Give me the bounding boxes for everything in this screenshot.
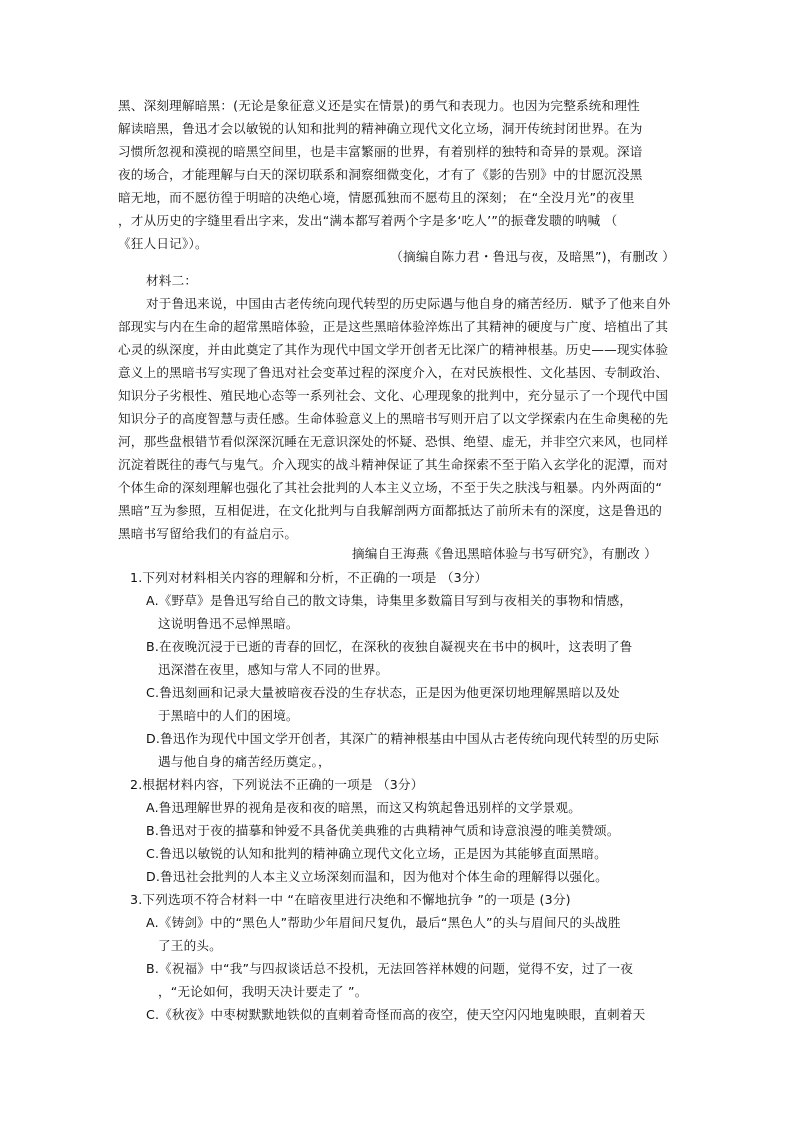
body-line: 部现实与内在生命的超常黑暗体验，正是这些黑暗体验淬炼出了其精神的硬度与广度、培植出了其 [118,319,669,334]
option-c-cont: 于黑暗中的人们的困境。 [158,708,299,723]
body-line: 知识分子劣根性、殖民地心态等一系列社会、文化、心理现象的批判中，充分显示了一个现代中国 [118,388,669,403]
option-c: C.鲁迅刻画和记录大量被暗夜吞没的生存状态，正是因为他更深切地理解黑暗以及处 [146,685,620,700]
option-a: A.鲁迅理解世界的视角是夜和夜的暗黑，而这又构筑起鲁迅别样的文学景观。 [146,800,581,815]
question-1: 1.下列对材料相关内容的理解和分析，不正确的一项是 （3分） [130,570,488,585]
question-3: 3.下列选项不符合材料一中 “在暗夜里进行决绝和不懈地抗争 ”的一项是 (3分) [130,892,571,907]
body-line: ，才从历史的字缝里看出字来，发出“满本都写着两个字是多‘吃人’”的振聋发聩的呐喊 （ [118,213,618,228]
body-line: 心灵的纵深度，并由此奠定了其作为现代中国文学开创者无比深广的精神根基。历史——现实体验 [118,342,669,357]
option-b: B.鲁迅对于夜的描摹和钟爱不具备优美典雅的古典精神气质和诗意浪漫的唯美赞颂。 [146,823,620,838]
option-b: B.《祝福》中“我”与四叔谈话总不投机，无法回答祥林嫂的问题，觉得不安，过了一夜 [146,961,634,976]
section-heading: 材料二： [146,273,198,288]
option-c: C.鲁迅以敏锐的认知和批判的精神确立现代文化立场，正是因为其能够直面黑暗。 [146,846,607,861]
body-line: 暗无地，而不愿彷徨于明暗的决绝心境，情愿孤独而不愿苟且的深刻； 在“全没月光”的夜里 [118,190,635,205]
body-line: 解读暗黑，鲁迅才会以敏锐的认知和批判的精神确立现代文化立场，洞开传统封闭世界。在为 [118,121,643,136]
option-b-cont: 迅深潜在夜里，感知与常人不同的世界。 [158,662,389,677]
body-line: 河，那些盘根错节看似深深沉睡在无意识深处的怀疑、恐惧、绝望、虚无，并非空穴来风，也同样 [118,434,669,449]
body-line: 意义上的黑暗书写实现了鲁迅对社会变革过程的深度介入，在对民族根性、文化基因、专制政治、 [118,365,669,380]
body-line: 知识分子的高度智慧与责任感。生命体验意义上的黑暗书写则开启了以文学探索内在生命奥秘的先 [118,411,669,426]
body-line: 黑暗”互为参照，互相促进，在文化批判与自我解剖两方面都抵达了前所未有的深度，这是鲁迅的 [118,503,663,518]
question-2: 2.根据材料内容，下列说法不正确的一项是 （3分） [130,777,424,792]
option-d: D.鲁迅作为现代中国文学开创者，其深广的精神根基由中国从古老传统向现代转型的历史际 [146,731,660,746]
body-line: 习惯所忽视和漠视的暗黑空间里，也是丰富繁丽的世界，有着别样的独特和奇异的景观。深谙 [118,144,643,159]
option-b: B.在夜晚沉浸于已逝的青春的回忆，在深秋的夜独自凝视夹在书中的枫叶，这表明了鲁 [146,639,633,654]
option-a-cont: 这说明鲁迅不忌惮黑暗。 [158,616,299,631]
body-line: 沉淀着既往的毒气与鬼气。介入现实的战斗精神保证了其生命探索不至于陷入玄学化的泥潭，而对 [118,457,669,472]
option-d: D.鲁迅社会批判的人本主义立场深刻而温和，因为他对个体生命的理解得以强化。 [146,869,608,884]
body-line: 《狂人日记》）。 [118,236,208,251]
option-c: C.《秋夜》中枣树默默地铁似的直刺着奇怪而高的夜空，使天空闪闪地鬼映眼，直刺着天 [146,1007,646,1022]
body-line: 对于鲁迅来说，中国由古老传统向现代转型的历史际遇与他自身的痛苦经历．赋予了他来自外 [146,296,671,311]
body-line: 个体生命的深刻理解也强化了其社会批判的人本主义立场，不至于失之肤浅与粗暴。内外两面的“ [118,480,663,495]
option-d-cont: 遇与他自身的痛苦经历奠定。， [158,754,331,769]
option-a-cont: 了王的头。 [158,938,222,953]
body-line: 黑暗书写留给我们的有益启示。 [118,526,298,541]
source-citation: 摘编自王海燕《鲁迅黑暗体验与书写研究》，有删改 ） [352,546,657,561]
source-citation: （摘编自陈力君・鲁迅与夜，及暗黑”)，有删改 ） [390,249,675,264]
option-b-cont: ，“无论如何，我明天决计要走了 ”。 [158,984,368,999]
option-a: A.《铸剑》中的“黑色人”帮助少年眉间尺复仇，最后“黑色人”的头与眉间尺的头战胜 [146,915,621,930]
body-line: 黑、深刻理解暗黑：(无论是象征意义还是实在情景)的勇气和表现力。也因为完整系统和理性 [118,98,640,113]
option-a: A.《野草》是鲁迅写给自己的散文诗集，诗集里多数篇目写到与夜相关的事物和情感， [146,593,633,608]
body-line: 夜的场合，才能理解与白天的深切联系和洞察细微变化，才有了《影的告别》中的甘愿沉没黑 [118,167,643,182]
